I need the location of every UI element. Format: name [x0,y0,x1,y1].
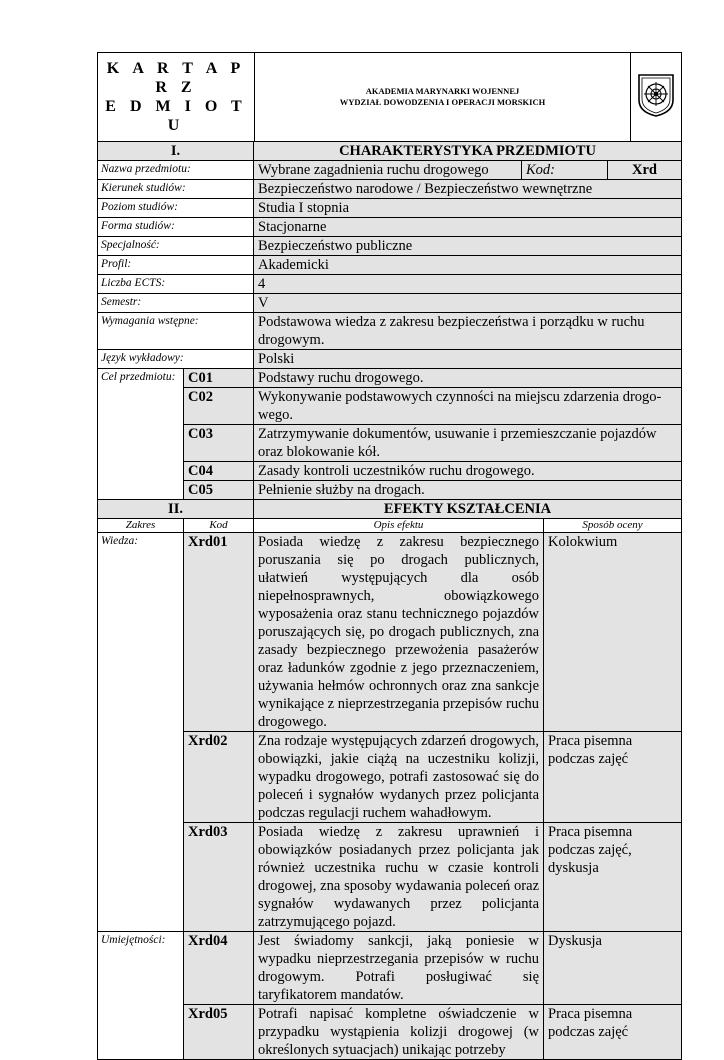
goal-row [98,388,682,425]
navy-academy-emblem-icon [636,72,676,118]
effect-rows [98,533,682,1060]
academy-name: AKADEMIA MARYNARKI WOJENNEJ [365,86,520,96]
effect-description: Potrafi napisać kompletne oświadczenie w przypadku wystąpienia kolizji drogowej (w określonych sytuacjach) unikając potrzeby [254,1005,544,1060]
effect-description: Posiada wiedzę z zakresu uprawnień i obowiązków posiadanych przez policjanta jak również uczestnika ruchu w czasie kontroli drogowej, zna sposoby wydawania poleceń oraz sygnałów wydawanych przez policjanta zatrzymującego pojazd. [254,823,544,932]
course-card [97,52,681,1060]
effect-description: Posiada wiedzę z zakresu bezpiecznego poruszania się po drogach publicznych, ułatwień występujących dla osób niepełnosprawnych, obowiązkowego wyposażenia oraz stanu technicznego pojazdów poruszających się, po drogach publicznych, zna zasady bezpiecznego przewożenia pasażerów oraz ładunków zgodnie z jego przeznaczeniem, używania hełmów ochronnych oraz zna sankcje wynikające z nieprzestrzegania przepisów ruchu drogowego. [254,533,544,732]
header-table [97,52,682,142]
section1-title: CHARAKTERYSTYKA PRZEDMIOTU [254,142,682,161]
characteristic-row [98,218,682,237]
characteristic-value: Akademicki [254,256,682,275]
effect-assessment: Praca pisemna podczas zajęć [544,1005,682,1060]
effect-assessment: Praca pisemna podczas zajęć [544,732,682,823]
characteristics-rows [98,180,682,369]
code-label: Kod: [522,161,608,180]
column-code: Kod [184,519,254,533]
goal-text: Pełnienie służby na drogach. [254,481,682,500]
section2-number: II. [98,500,254,519]
characteristic-value: 4 [254,275,682,294]
column-description: Opis efektu [254,519,544,533]
effect-assessment: Dyskusja [544,932,682,1005]
subject-label: Nazwa przedmiotu: [98,161,254,180]
effect-row [98,732,682,823]
characteristic-row [98,199,682,218]
effect-assessment: Kolokwium [544,533,682,732]
effect-row [98,823,682,932]
column-assessment: Sposób oceny [544,519,682,533]
goal-code: C02 [184,388,254,425]
goal-code: C03 [184,425,254,462]
characteristic-value: Bezpieczeństwo publiczne [254,237,682,256]
characteristic-row [98,313,682,350]
goal-rows [98,369,682,500]
characteristic-value: Polski [254,350,682,369]
characteristic-label: Wymagania wstępne: [98,313,254,350]
code-value: Xrd [608,161,682,180]
effect-code: Xrd02 [184,732,254,823]
effects-table [97,499,682,1060]
goal-code: C05 [184,481,254,500]
effect-row [98,533,682,732]
characteristic-row [98,180,682,199]
effect-code: Xrd01 [184,533,254,732]
goal-text: Zasady kontroli uczestników ruchu drogowego. [254,462,682,481]
goal-code: C01 [184,369,254,388]
goal-code: C04 [184,462,254,481]
characteristic-label: Semestr: [98,294,254,313]
goals-label: Cel przedmiotu: [98,369,184,500]
effect-code: Xrd04 [184,932,254,1005]
section2-title: EFEKTY KSZTAŁCENIA [254,500,682,519]
goal-text: Podstawy ruchu drogowego. [254,369,682,388]
effect-scope: Umiejętności: [98,932,184,1060]
effect-code: Xrd03 [184,823,254,932]
characteristic-row [98,237,682,256]
characteristic-label: Poziom studiów: [98,199,254,218]
characteristic-label: Profil: [98,256,254,275]
characteristic-value: Stacjonarne [254,218,682,237]
characteristic-value: Bezpieczeństwo narodowe / Bezpieczeństwo wewnętrzne [254,180,682,199]
effect-code: Xrd05 [184,1005,254,1060]
emblem [631,53,682,142]
characteristic-row [98,350,682,369]
goal-text: Zatrzymywanie dokumentów, usuwanie i przemieszczanie pojazdów oraz blokowanie kół. [254,425,682,462]
card-title [98,53,255,142]
effect-assessment: Praca pisemna podczas zajęć, dyskusja [544,823,682,932]
goal-row [98,425,682,462]
effect-description: Jest świadomy sankcji, jaką poniesie w wypadku nieprzestrzegania przepisów w ruchu drogowym. Potrafi posługiwać się taryfikatorem mandatów. [254,932,544,1005]
effect-row [98,1005,682,1060]
goal-text: Wykonywanie podstawowych czynności na miejscu zdarzenia drogo-wego. [254,388,682,425]
characteristic-label: Kierunek studiów: [98,180,254,199]
characteristic-label: Liczba ECTS: [98,275,254,294]
characteristic-label: Forma studiów: [98,218,254,237]
characteristic-value: V [254,294,682,313]
characteristics-table [97,141,682,500]
goal-row [98,481,682,500]
characteristic-row [98,256,682,275]
effect-row [98,932,682,1005]
goal-row [98,462,682,481]
effect-description: Zna rodzaje występujących zdarzeń drogowych, obowiązki, jakie ciążą na uczestniku kolizji, wypadku drogowego, potrafi zastosować się do poleceń i sygnałów wydanych przez policjanta podczas regulacji ruchem wahadłowym. [254,732,544,823]
effect-scope: Wiedza: [98,533,184,932]
column-scope: Zakres [98,519,184,533]
card-title-line1: K A R T A P R Z [106,60,246,96]
characteristic-label: Język wykładowy: [98,350,254,369]
subject-value: Wybrane zagadnienia ruchu drogowego [254,161,522,180]
characteristic-row [98,275,682,294]
card-title-line2: E D M I O T U [105,98,247,134]
institution [255,53,631,142]
faculty-name: WYDZIAŁ DOWODZENIA I OPERACJI MORSKICH [339,97,546,107]
section1-number: I. [98,142,254,161]
goal-row [98,369,682,388]
characteristic-value: Studia I stopnia [254,199,682,218]
characteristic-row [98,294,682,313]
characteristic-label: Specjalność: [98,237,254,256]
characteristic-value: Podstawowa wiedza z zakresu bezpieczeństwa i porządku w ruchu drogowym. [254,313,682,350]
